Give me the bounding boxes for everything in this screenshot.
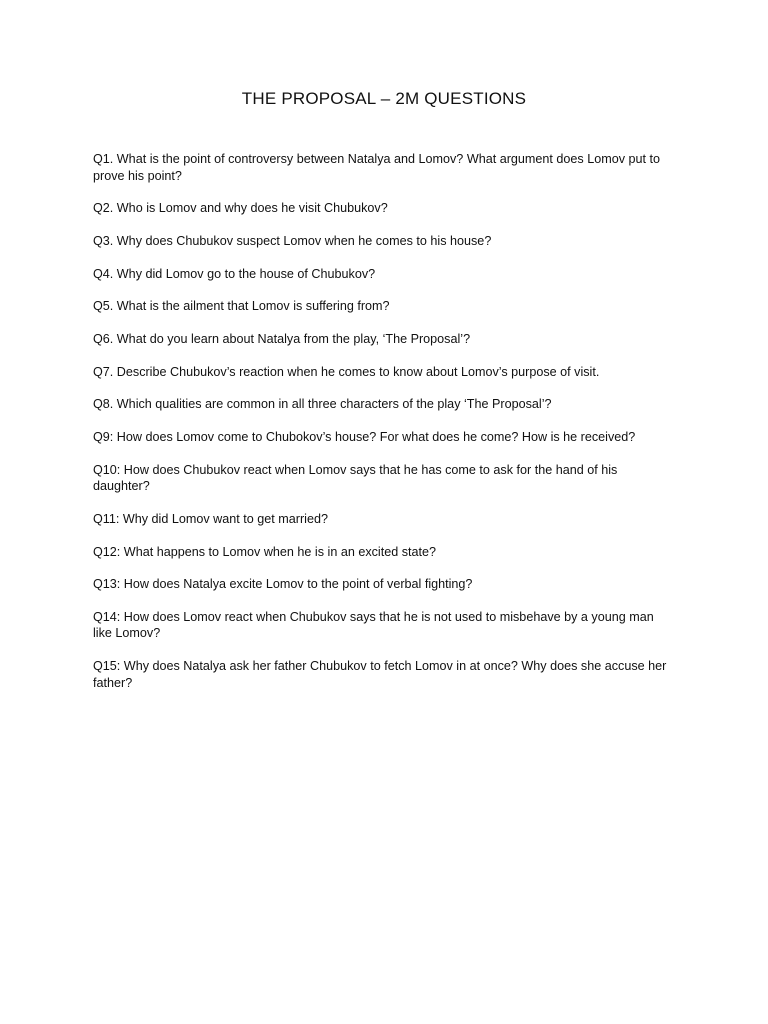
question-list [93, 151, 675, 707]
question-item: Q15: Why does Natalya ask her father Chubukov to fetch Lomov in at once? Why does she accuse her father? [93, 659, 667, 690]
question-item: Q1. What is the point of controversy between Natalya and Lomov? What argument does Lomov put to prove his point? [93, 152, 661, 183]
question-item: Q3. Why does Chubukov suspect Lomov when he comes to his house? [93, 233, 492, 248]
question-item: Q14: How does Lomov react when Chubukov says that he is not used to misbehave by a young man like Lomov? [93, 609, 654, 641]
question-item: Q10: How does Chubukov react when Lomov says that he has come to ask for the hand of his daughter? [93, 462, 618, 494]
question-item: Q11: Why did Lomov want to get married? [93, 511, 328, 526]
page-title: THE PROPOSAL – 2M QUESTIONS [241, 89, 527, 108]
question-item: Q6. What do you learn about Natalya from the play, ‘The Proposal’? [93, 331, 471, 346]
question-item: Q5. What is the ailment that Lomov is suffering from? [93, 299, 390, 314]
question-item: Q13: How does Natalya excite Lomov to the point of verbal fighting? [93, 577, 473, 592]
question-item: Q8. Which qualities are common in all three characters of the play ‘The Proposal’? [93, 397, 552, 412]
question-item: Q2. Who is Lomov and why does he visit Chubukov? [93, 201, 388, 216]
question-item: Q12: What happens to Lomov when he is in an excited state? [93, 544, 437, 559]
question-item: Q7. Describe Chubukov’s reaction when he comes to know about Lomov’s purpose of visit. [93, 364, 600, 379]
question-item: Q9: How does Lomov come to Chubokov’s house? For what does he come? How is he received? [93, 430, 636, 444]
question-item: Q4. Why did Lomov go to the house of Chubukov? [93, 266, 376, 281]
